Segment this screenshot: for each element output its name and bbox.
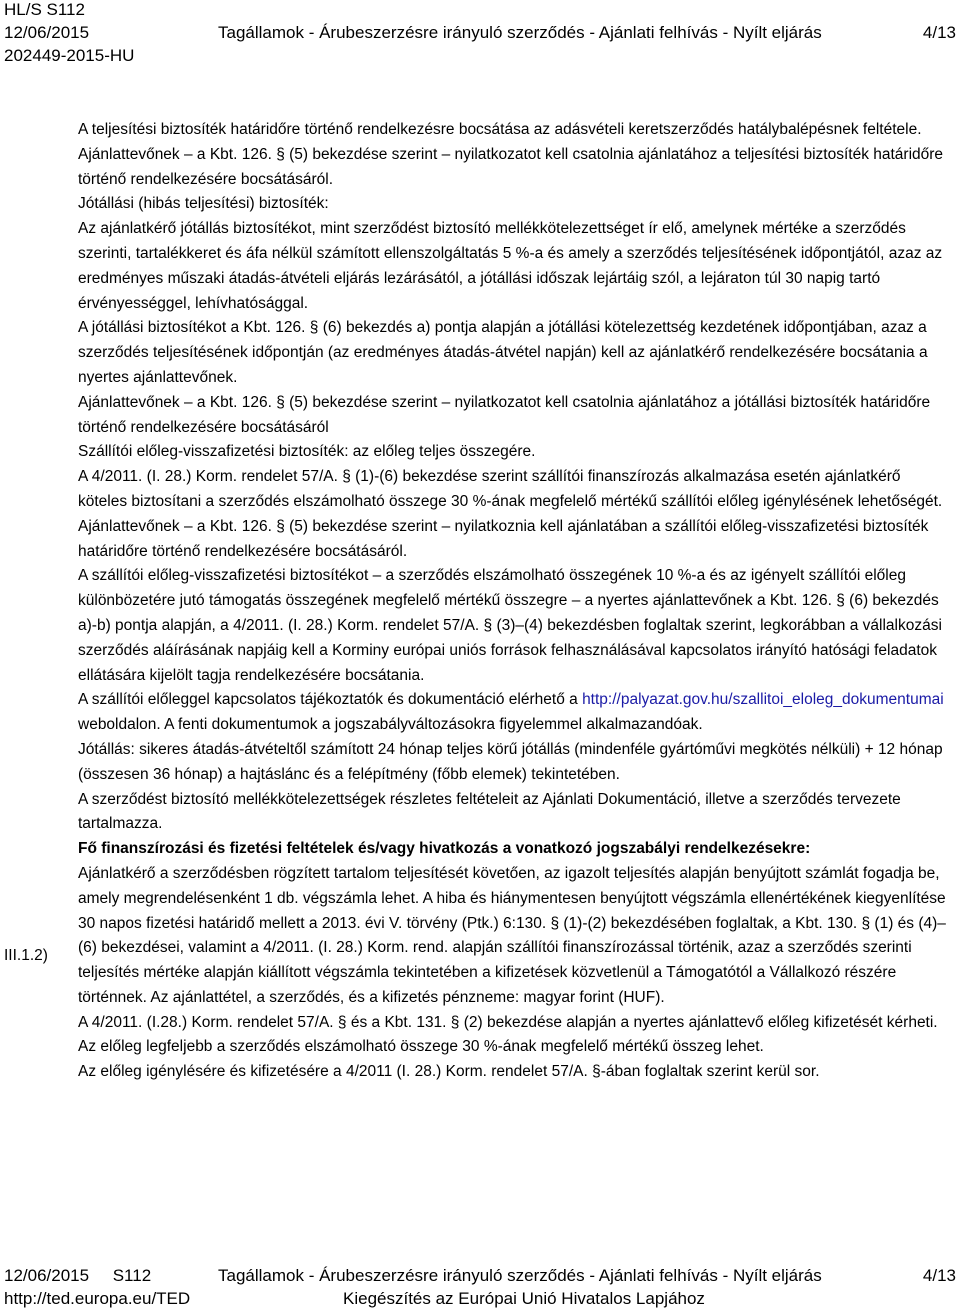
footer-supplement: Kiegészítés az Európai Unió Hivatalos Lapjához — [343, 1289, 705, 1308]
section-heading: Fő finanszírozási és fizetési feltételek és/vagy hivatkozás a vonatkozó jogszabályi rendelkezésekre: — [78, 840, 811, 858]
header-date: 12/06/2015 — [4, 23, 90, 42]
paragraph: Ajánlattevőnek – a Kbt. 126. § (5) bekezdése szerint – nyilatkoznia kell ajánlatában a szállítói előleg-visszafizetési biztosíték határidőre történő rendelkezésére bocsátásáról. — [78, 517, 929, 560]
paragraph: Jótállási (hibás teljesítési) biztosíték: — [78, 195, 329, 213]
document-body — [78, 118, 950, 1085]
footer-series: S112 — [112, 1266, 152, 1285]
paragraph: Az előleg igénylésére és kifizetésére a 4/2011 (I. 28.) Korm. rendelet 57/A. §-ában foglaltak szerint kerül sor. — [78, 1063, 820, 1081]
footer-page: 4/13 — [922, 1266, 956, 1285]
footer-date: 12/06/2015 — [4, 1266, 90, 1285]
paragraph: Szállítói előleg-visszafizetési biztosíték: az előleg teljes összegére. — [78, 443, 536, 461]
header-left — [4, 0, 134, 67]
header-title: Tagállamok - Árubeszerzésre irányuló szerződés - Ajánlati felhívás - Nyílt eljárás — [218, 23, 822, 42]
header-page: 4/13 — [922, 23, 956, 42]
footer-url[interactable]: http://ted.europa.eu/TED — [4, 1289, 191, 1308]
paragraph: A szerződést biztosító mellékkötelezettségek részletes feltételeit az Ajánlati Dokumentáció, illetve a szerződés tervezete tartalmazza. — [78, 790, 901, 833]
footer-title: Tagállamok - Árubeszerzésre irányuló szerződés - Ajánlati felhívás - Nyílt eljárás — [218, 1266, 822, 1285]
header-doc-id: 202449-2015-HU — [4, 46, 135, 65]
footer-date-series — [4, 1264, 151, 1287]
paragraph: A teljesítési biztosíték határidőre történő rendelkezésre bocsátása az adásvételi keretszerződés hatálybalépésnek feltétele. — [78, 121, 922, 138]
paragraph: A szállítói előleg-visszafizetési biztosítékot – a szerződés elszámolható összegének 10 %-a és az igényelt szállítói előleg különbözetére jutó támogatás összegének megfelelő mértékű összegre – a nyertes ajánlattevőnek a Kbt. 126. § (6) bekezdés a)-b) pontja alapján, a 4/2011. (I. 28.) Korm. rendelet 57/A. § (3)–(4) bekezdésben foglaltak szerint, legkorábban a vállalkozási szerződés aláírásának napjáig kell a Korminy európai uniós források felhasználásával kapcsolatos irányító hatósági feladatok ellátására kijelölt tagja rendelkezésére bocsátania. — [78, 567, 942, 684]
page-footer — [0, 1264, 960, 1311]
paragraph: Ajánlattevőnek – a Kbt. 126. § (5) bekezdése szerint – nyilatkozatot kell csatolnia ajánlatához a teljesítési biztosíték határidőre történő rendelkezésére bocsátásáról. — [78, 145, 944, 188]
header-series: HL/S S112 — [4, 0, 85, 19]
paragraph: Ajánlattevőnek – a Kbt. 126. § (5) bekezdése szerint – nyilatkozatot kell csatolnia ajánlatához a jótállási biztosíték határidőre történő rendelkezésére bocsátásáról — [78, 393, 931, 436]
paragraph: Jótállás: sikeres átadás-átvételtől számított 24 hónap teljes körű jótállás (mindenféle gyártóművi megkötés nélküli) + 12 hónap (összesen 36 hónap) a hajtáslánc és a felépítmény (főbb elemek) tekintetében. — [78, 740, 943, 783]
paragraph: A 4/2011. (I. 28.) Korm. rendelet 57/A. § (1)-(6) bekezdése szerint szállítói finanszírozás alkalmazása esetén ajánlatkérő köteles biztosítani a szerződés elszámolható összege 30 %-ának megfelelő mértékű szállítói előleg igénylésének lehetőségét. — [78, 468, 943, 510]
paragraph: A 4/2011. (I.28.) Korm. rendelet 57/A. § és a Kbt. 131. § (2) bekezdése alapján a nyertes ajánlattevő előleg kifizetését kérheti. Az előleg legfeljebb a szerződés elszámolható összege 30 %-ának megfelelő mértékű összeg lehet. — [78, 1013, 938, 1056]
link-paragraph — [78, 688, 950, 738]
link-para-after: weboldalon. A fenti dokumentumok a jogszabályváltozásokra figyelemmel alkalmazandóak. — [78, 716, 703, 734]
paragraph: Az ajánlatkérő jótállás biztosítékot, mint szerződést biztosító mellékkötelezettséget ír elő, amelynek mértéke a szerződés szerinti, tartalékkeret és áfa nélkül számított ellenszolgáltatás 5 %-a és amely a szerződés teljesítésének időpontjától, azaz az eredményes műszaki átadás-átvételi eljárás lezárásától, a jótállási időszak lejártáig szól, a lejáraton túl 30 napig tartó érvényességgel, lehívhatósággal. — [78, 220, 943, 312]
section-number: III.1.2) — [4, 947, 48, 964]
page-header — [0, 0, 960, 70]
paragraph: Ajánlatkérő a szerződésben rögzített tartalom teljesítését követően, az igazolt teljesítés alapján benyújtott számlát fogadja be, amely megrendelésenként 1 db. végszámla lehet. A hiba és hiánymentesen benyújtott végszámla ellenértékének kiegyenlítése 30 napos fizetési határidő mellett a 2013. évi V. törvény (Ptk.) 6:130. § (1)-(2) bekezdésében foglaltak, a Kbt. 130. § (1) és (4)–(6) bekezdései, valamint a 4/2011. (I. 28.) Korm. rend. alapján szállítói finanszírozással történik, azaz a szerződés szerinti teljesítés mértéke alapján kiállított végszámla tekintetében a kifizetések közvetlenül a Támogatótól a Vállalkozó részére történnek. Az ajánlattétel, a szerződés, és a kifizetés pénzneme: magyar forint (HUF). — [78, 864, 946, 1006]
paragraph: A jótállási biztosítékot a Kbt. 126. § (6) bekezdés a) pontja alapján a jótállási kötelezettség kezdetének időpontjában, azaz a szerződés teljesítésének időpontján (az eredményes átadás-átvétel napján) kell az ajánlatkérő rendelkezésére bocsátania a nyertes ajánlattevőnek. — [78, 319, 928, 386]
link-para-before: A szállítói előleggel kapcsolatos tájékoztatók és dokumentáció elérhető a — [78, 691, 583, 709]
palyazat-link[interactable]: http://palyazat.gov.hu/szallitoi_eloleg_dokumentumai — [582, 691, 944, 709]
